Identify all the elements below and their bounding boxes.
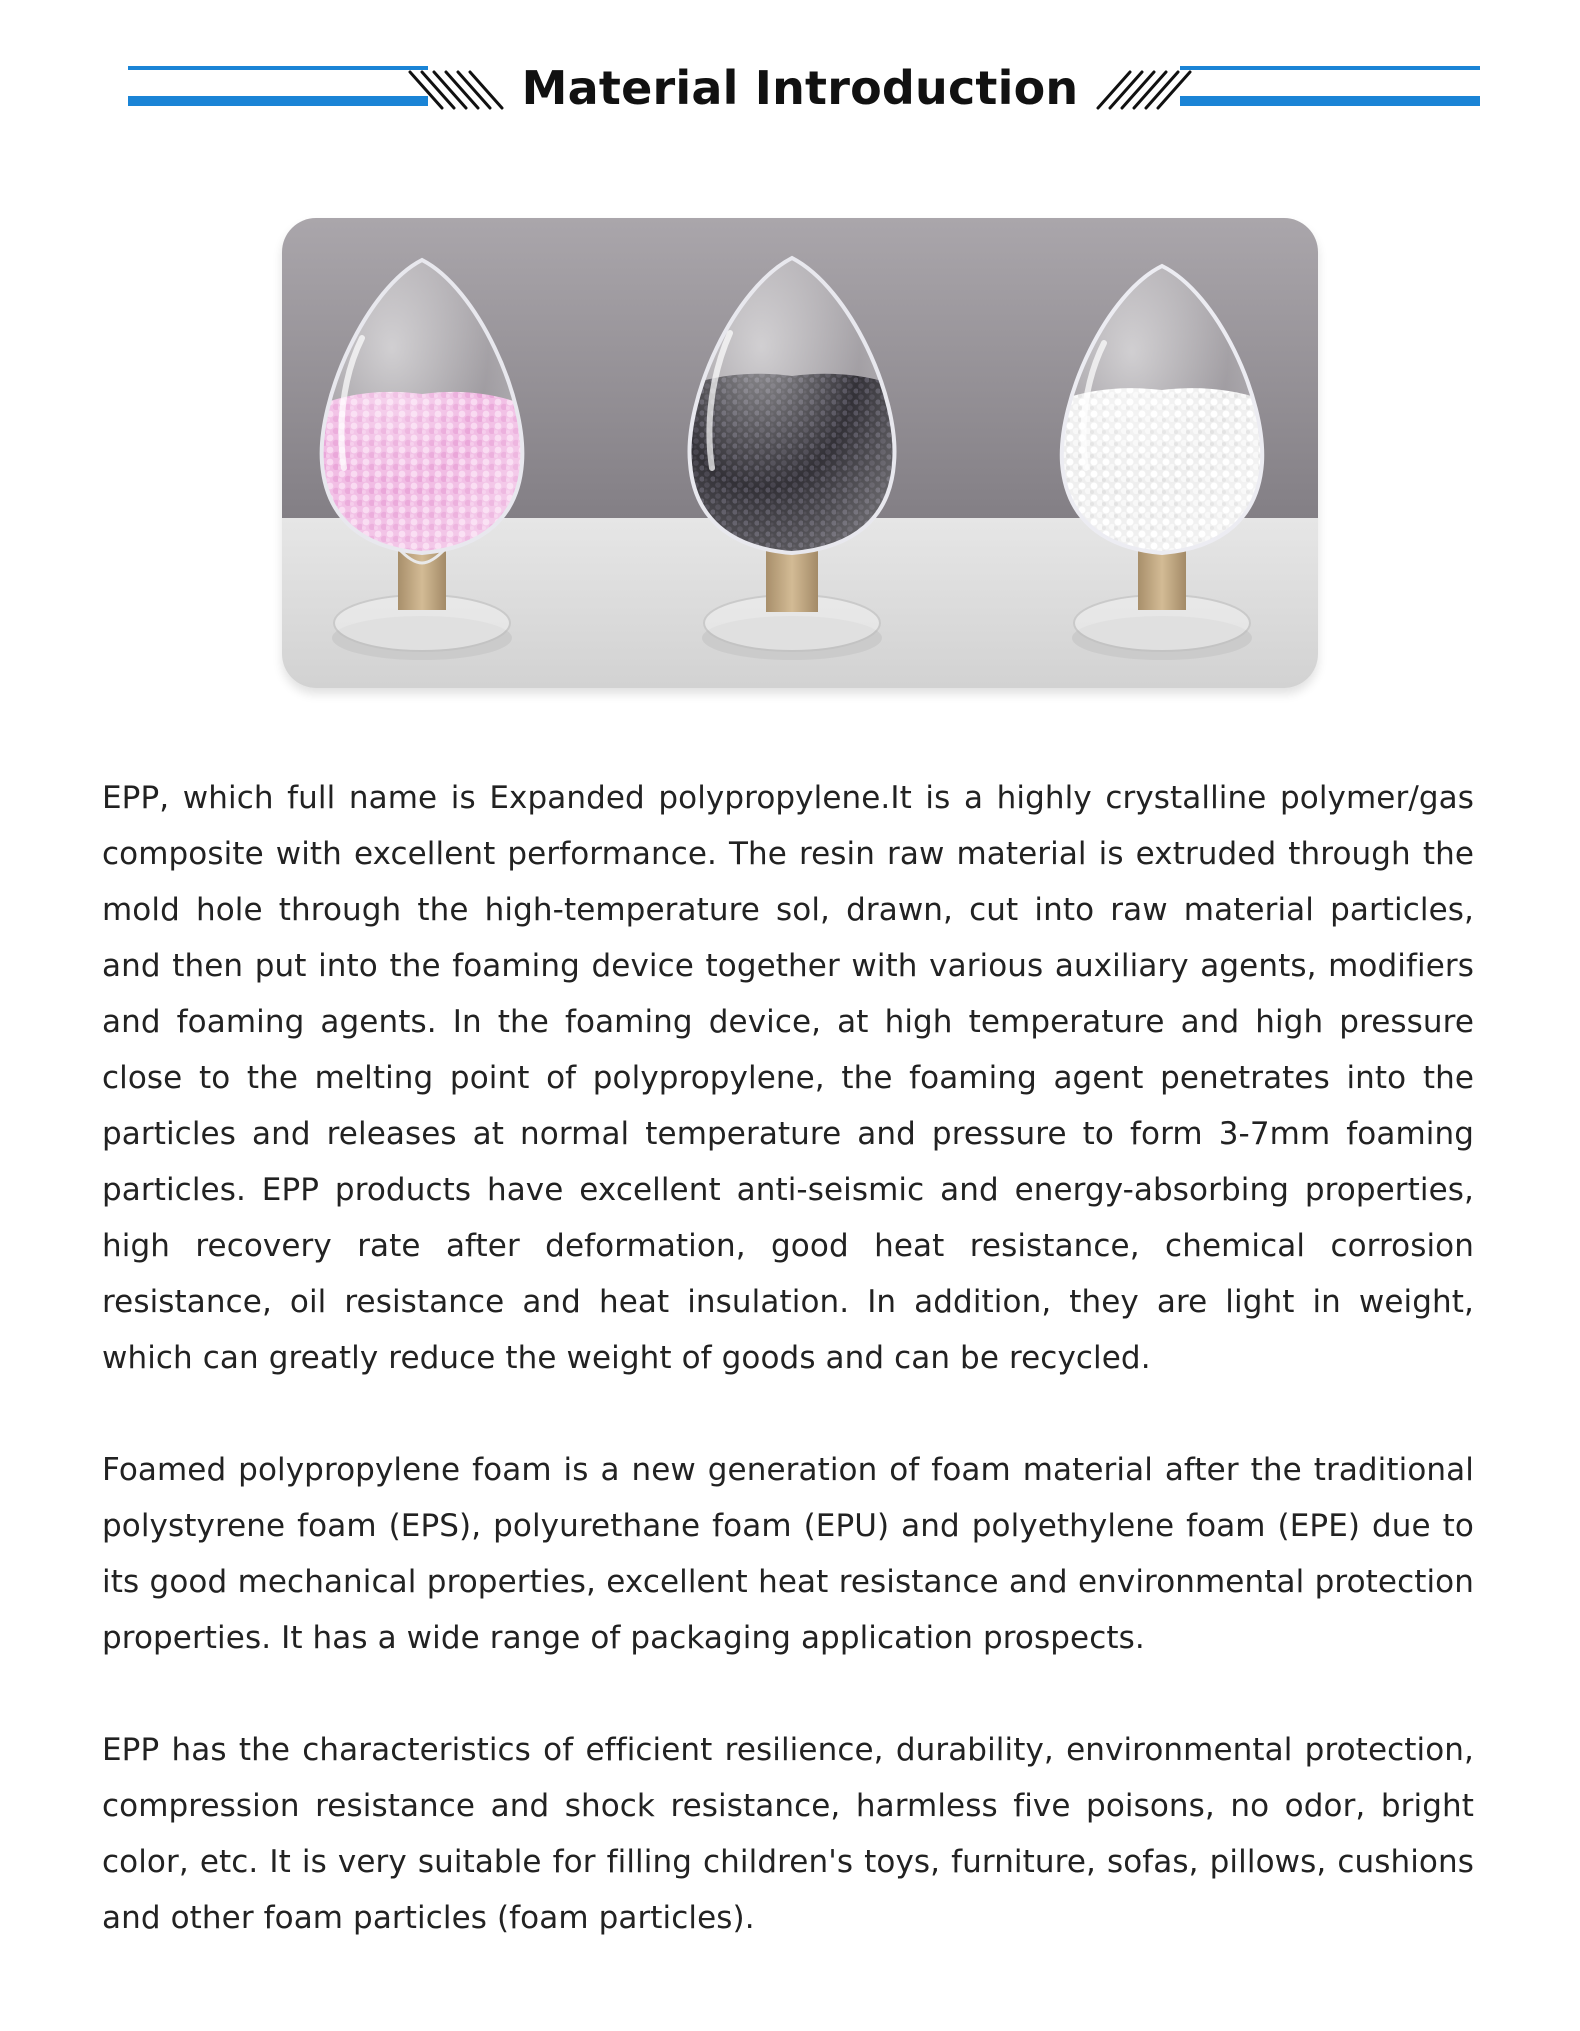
paragraph-epp-definition: EPP, which full name is Expanded polypropylene.It is a highly crystalline polymer/gas composite with excellent performance. The resin raw material is extruded through the mold hole through the high-temperature sol, drawn, cut into raw material particles, and then put into the foaming device together with various auxiliary agents, modifiers and foaming agents. In the foaming device, at high temperature and high pressure close to the melting point of polypropylene, the foaming agent penetrates into the particles and releases at normal temperature and pressure to form 3-7mm foaming particles. EPP products have excellent anti-seismic and energy-absorbing properties, high recovery rate after deformation, good heat resistance, chemical corrosion resistance, oil resistance and heat insulation. In addition, they are light in weight, which can greatly reduce the weight of goods and can be recycled. <box>102 780 1474 1376</box>
paragraph-foam-generation: Foamed polypropylene foam is a new generation of foam material after the traditional polystyrene foam (EPS), polyurethane foam (EPU) and polyethylene foam (EPE) due to its good mechanical properties, excellent heat resistance and environmental protection properties. It has a wide range of packaging application prospects. <box>102 1452 1474 1656</box>
page-title: Material Introduction <box>521 61 1079 115</box>
header-rule-right <box>1180 66 1480 106</box>
paragraph-epp-characteristics: EPP has the characteristics of efficient resilience, durability, environmental protection, compression resistance and shock resistance, harmless five poisons, no odor, bright color, etc. It is very suitable for filling children's toys, furniture, sofas, pillows, cushions and other foam particles (foam particles). <box>102 1732 1474 1936</box>
epp-samples-photo <box>282 218 1318 688</box>
section-header <box>0 48 1580 128</box>
header-rule-left <box>128 66 428 106</box>
material-description <box>102 770 1474 2002</box>
title-group <box>430 48 1170 128</box>
backslash-decoration-icon <box>402 58 512 118</box>
